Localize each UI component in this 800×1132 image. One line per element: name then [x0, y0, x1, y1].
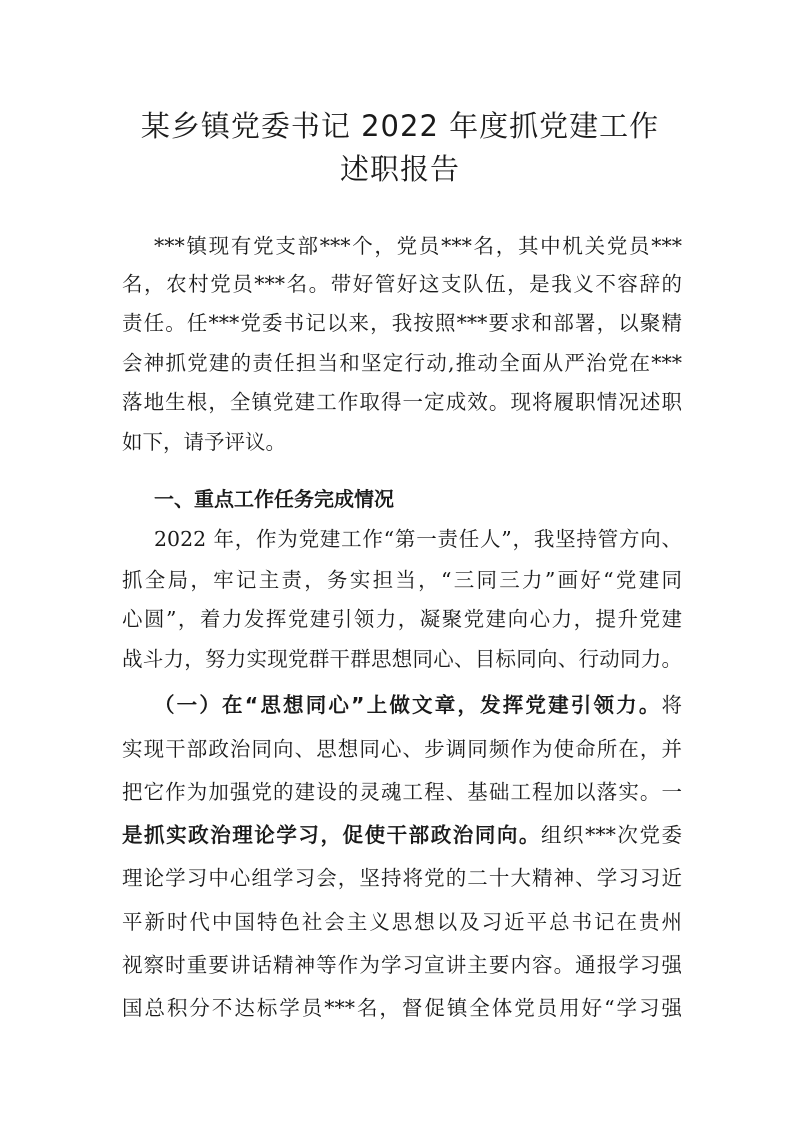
document-title-line1: 某乡镇党委书记 2022 年度抓党建工作 — [140, 109, 660, 143]
section1-line: 抓全局，牢记主责，务实担当，“三同三力”画好“党建同 — [122, 568, 682, 592]
subsection1-point1-line — [122, 821, 682, 849]
point1-tail: 组织***次党委 — [541, 823, 682, 847]
subsection1-lead-tail: 将 — [661, 693, 682, 717]
section1-line: 心圆”，着力发挥党建引领力，凝聚党建向心力，提升党建 — [122, 607, 682, 631]
document-title-line2: 述职报告 — [339, 152, 460, 186]
subsection1-line: 平新时代中国特色社会主义思想以及习近平总书记在贵州 — [122, 910, 682, 934]
point1-heading: 是抓实政治理论学习，促使干部政治同向。 — [122, 823, 541, 847]
intro-line: 会神抓党建的责任担当和坚定行动,推动全面从严治党在*** — [122, 351, 682, 375]
intro-line: 落地生根，全镇党建工作取得一定成效。现将履职情况述职 — [122, 390, 682, 414]
intro-line: 责任。任***党委书记以来，我按照***要求和部署，以聚精 — [122, 311, 682, 335]
section1-line: 战斗力，努力实现党群干群思想同心、目标同向、行动同力。 — [122, 647, 682, 671]
subsection1-line: 理论学习中心组学习会，坚持将党的二十大精神、学习习近 — [122, 866, 682, 890]
subsection1-line: 国总积分不达标学员***名，督促镇全体党员用好“学习强 — [122, 996, 682, 1020]
subsection1-line: 视察时重要讲话精神等作为学习宣讲主要内容。通报学习强 — [122, 953, 682, 977]
intro-line: ***镇现有党支部***个，党员***名，其中机关党员*** — [154, 234, 682, 258]
section-heading: 一、重点工作任务完成情况 — [154, 487, 394, 511]
subsection1-line: 实现干部政治同向、思想同心、步调同频作为使命所在，并 — [122, 737, 682, 761]
intro-line: 名，农村党员***名。带好管好这支队伍，是我义不容辞的 — [122, 272, 682, 296]
subsection1-lead-line — [154, 691, 682, 719]
section1-line: 2022 年，作为党建工作“第一责任人”，我坚持管方向、 — [154, 527, 682, 551]
subsection1-heading: （一）在“思想同心”上做文章，发挥党建引领力。 — [154, 693, 662, 717]
intro-line: 如下，请予评议。 — [122, 430, 286, 454]
subsection1-line: 把它作为加强党的建设的灵魂工程、基础工程加以落实。一 — [122, 780, 682, 804]
